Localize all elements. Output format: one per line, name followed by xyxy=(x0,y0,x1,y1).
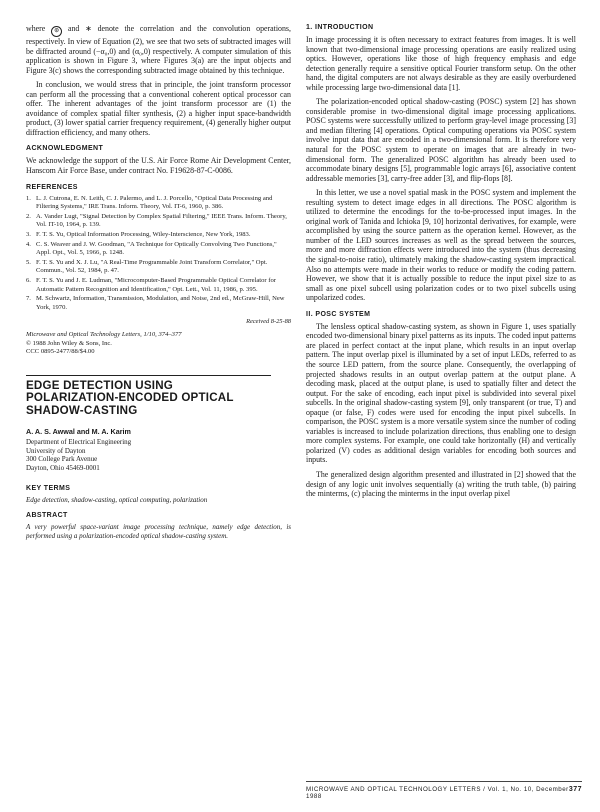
reference-item xyxy=(26,259,291,276)
publication-ccc-line: CCC 0895-2477/88/$4.00 xyxy=(26,348,95,356)
reference-number: 2. xyxy=(26,212,31,220)
acknowledgment-text: We acknowledge the support of the U.S. Air Force Rome Air Development Center, Hanscom Air Force Base, under contract No. F19628-87-C-0086. xyxy=(26,156,291,176)
abstract-heading: ABSTRACT xyxy=(26,512,68,520)
reference-text: F. T. S. Yu and J. E. Ludman, "Microcomputer-Based Programmable Optical Correlator for Automatic Pattern Recognition and Identification," Opt. Lett., Vol. 11, 1986, p. 395. xyxy=(36,276,276,293)
references-list xyxy=(26,195,291,313)
reference-item xyxy=(26,231,291,240)
publication-info xyxy=(26,331,291,356)
intro-fragment-text: and ∗ denote the correlation and the convolution operations, respectively. In view of Equation (2), we see that two sets of subtracted images will be diffracted around (−α₀,0) and (α₀,0) respectively. A computer simulation of this application is shown in Figure 3, where Figures 3(a) are the input objects and Figure 3(c) shows the corresponding subtracted image obtained by this technique. xyxy=(26,24,291,75)
article-title-line: POLARIZATION-ENCODED OPTICAL xyxy=(26,391,234,405)
article-title-line: EDGE DETECTION USING xyxy=(26,378,174,392)
reference-text: L. J. Cutrona, E. N. Leith, C. J. Palermo, and L. J. Porcello, "Optical Data Processing and Filtering Systems," IRE Trans. Inform. Theory, Vol. IT-6, 1960, p. 386. xyxy=(36,194,273,211)
posc-system-heading: II. POSC SYSTEM xyxy=(306,310,371,318)
right-column xyxy=(306,24,576,504)
intro-fragment-lead: where xyxy=(26,24,46,33)
reference-number: 7. xyxy=(26,295,31,303)
introduction-paragraph: In this letter, we use a novel spatial mask in the POSC system and implement the resulting system to detect image edges in all directions. The POSC algorithm is utilized to determine the encodings for the to-be-processed input images. In the original work of Tanida and Ichioka [9, 10] horizontal derivatives, for example, were accomplished by using the source pattern as the operation kernel. However, as the number of the LED sources increases as well as the spread between the sources, more and more diffraction effects were introduced into the system (thus decreasing the signal-to-noise ratio), ultimately making the shadow-casting system impractical. Also no attempts were made in their works to reduce or modify the coding pattern. However, we show that it is actually possible to reduce the input pixel size to as small as one pixel subcell using polarization codes or to two pixel subcells using unpolarized codes. xyxy=(306,188,576,303)
affiliation-line: 300 College Park Avenue xyxy=(26,455,98,464)
correlation-symbol-icon: ⊛ xyxy=(51,26,62,37)
footer-journal-line: MICROWAVE AND OPTICAL TECHNOLOGY LETTERS / Vol. 1, No. 10, December 1988 xyxy=(306,786,569,800)
publication-journal-line: Microwave and Optical Technology Letters, 1/10, 374–377 xyxy=(26,331,182,339)
reference-number: 5. xyxy=(26,258,31,266)
key-terms-heading: KEY TERMS xyxy=(26,484,71,492)
affiliation-line: Dayton, Ohio 45469-0001 xyxy=(26,464,100,473)
intro-fragment-paragraph xyxy=(26,24,291,75)
reference-number: 6. xyxy=(26,276,31,284)
publication-copyright-line: © 1988 John Wiley & Sons, Inc. xyxy=(26,339,112,347)
references-heading: REFERENCES xyxy=(26,183,78,191)
conclusion-paragraph: In conclusion, we would stress that in principle, the joint transform processor can perform all the processing that a conventional coherent optical processor can offer. The inherent advantages of the joint transform processor are (1) the avoidance of complex spatial filter synthesis, (2) a higher input space-bandwidth product, (3) lower spatial carrier frequency requirement, (4) generally higher output diffraction efficiency, and many others. xyxy=(26,80,291,137)
posc-paragraph: The generalized design algorithm presented and illustrated in [2] showed that the design of any logic unit involves sequentially (a) writing the truth table, (b) pairing the minterms, (c) placing the minterms in the input overlap pixel xyxy=(306,469,576,499)
reference-text: A. Vander Lugt, "Signal Detection by Complex Spatial Filtering," IEEE Trans. Inform. Theory, Vol. IT-10, 1964, p. 139. xyxy=(36,212,287,229)
introduction-paragraph: In image processing it is often necessary to extract features from images. It is well known that two-dimensional image processing operations are easily realized using optics. However, operations like those of high frequency emphasis and edge detection generally require a sensitive optical Fourier transform setup. On the other hand, the digital computers are not always desirable as they are easily overburdened while processing large two-dimensional data [1]. xyxy=(306,35,576,92)
title-divider xyxy=(26,375,271,376)
affiliation-line: University of Dayton xyxy=(26,446,86,455)
reference-text: F. T. S. Yu and X. J. Lu, "A Real-Time Programmable Joint Transform Correlator," Opt. Commun., Vol. 52, 1984, p. 47. xyxy=(36,258,268,275)
reference-item xyxy=(26,295,291,312)
reference-number: 4. xyxy=(26,240,31,248)
page-footer xyxy=(306,786,582,800)
reference-text: C. S. Weaver and J. W. Goodman, "A Technique for Optically Convolving Two Functions," Appl. Opt., Vol. 5, 1966, p. 1248. xyxy=(36,240,277,257)
author-affiliation xyxy=(26,438,291,472)
introduction-paragraph: The polarization-encoded optical shadow-casting (POSC) system [2] has shown considerable promise in two-dimensional digital image processing applications. POSC systems were successfully utilized to perform gray-level image processing [3] and median filtering [4] operations. Optical computing operations via POSC system involve input data that are encoded in a two-dimensional form. It is therefore very natural for the POSC system to operate on images that are already in two-dimensional form. The generalized POSC algorithm has already been used to accommodate binary designs [5], programmable logic arrays [6], associative content addressable memories [3], carry-free adder [3], and flip-flops [8]. xyxy=(306,97,576,183)
reference-text: M. Schwartz, Information, Transmission, Modulation, and Noise, 2nd ed., McGraw-Hill, New York, 1970. xyxy=(36,295,285,311)
key-terms-text: Edge detection, shadow-casting, optical computing, polarization xyxy=(26,495,208,504)
reference-item xyxy=(26,213,291,230)
introduction-heading: 1. INTRODUCTION xyxy=(306,24,374,31)
article-title xyxy=(26,380,291,418)
posc-paragraph: The lensless optical shadow-casting system, as shown in Figure 1, uses spatially encoded two-dimensional binary pixel patterns as its inputs. The coded input patterns are placed in perfect contact at the input plane, which results in an input overlap pattern. The input overlap pixel is illuminated by a set of input LEDs, referred to as the source LED pattern, from the source plane. Consequently, the overlapping of projected shadows results in an output overlap pattern at the output plane. A decoding mask, placed at the output plane, is used to spatially filter and detect the output. For the sake of encoding, each input pixel is subdivided into several pixel subcells. In the original shadow-casting system [9], only transparent (or true, T) and opaque (or false, F) codes were used for encoding the input pixel subcells. In comparison, the POSC system is a more versatile system since the number of coding variables is increased to include polarization directions, thus enabling one to design more complex systems. For example, one could take horizontally (H) and vertically polarized (V) codes as additional design variables for encoding both sources and inputs. xyxy=(306,321,576,465)
reference-number: 3. xyxy=(26,230,31,238)
acknowledgment-heading: ACKNOWLEDGMENT xyxy=(26,145,104,153)
received-date: Received 8-25-88 xyxy=(246,318,291,326)
article-title-line: SHADOW-CASTING xyxy=(26,403,138,417)
reference-number: 1. xyxy=(26,194,31,202)
left-column xyxy=(26,24,291,540)
reference-item xyxy=(26,277,291,294)
affiliation-line: Department of Electrical Engineering xyxy=(26,438,132,447)
page-number: 377 xyxy=(568,786,582,793)
reference-item xyxy=(26,195,291,212)
article-authors: A. A. S. Awwal and M. A. Karim xyxy=(26,427,131,437)
reference-text: F. T. S. Yu, Optical Information Processing, Wiley-Interscience, New York, 1983. xyxy=(36,230,251,238)
reference-item xyxy=(26,241,291,258)
abstract-text: A very powerful space-variant image processing technique, namely edge detection, is performed using a polarization-encoded optical shadow-casting system. xyxy=(26,523,291,540)
footer-divider xyxy=(306,781,582,782)
